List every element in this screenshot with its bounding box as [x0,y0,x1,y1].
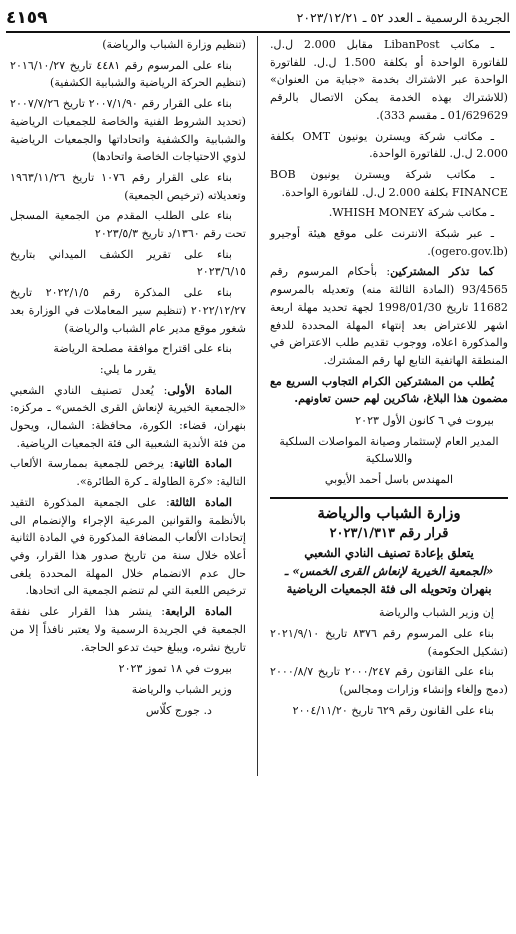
decree-title-line3: بنهران وتحويله الى فئة الجمعيات الرياضية [286,582,492,597]
article-2-text: : يرخص للجمعية بممارسة الألعاب التالية: «كرة الطاولة ـ كرة الطائرة». [10,457,246,489]
article-3 [10,494,246,600]
payment-item-whish: ـ مكاتب شركة WHISH MONEY. [328,206,494,220]
basis-item: بناء على اقتراح موافقة مصلحة الرياضة [53,342,232,356]
reminder-lead: كما تذكر المشتركين [390,265,494,279]
article-1-label: المادة الأولى [167,383,232,397]
article-1 [10,382,246,453]
request-paragraph: يُطلب من المشتركين الكرام التجاوب السريع مع مضمون هذا البلاغ، شاكرين لهم حسن تعاونهم. [270,374,508,406]
header-title: الجريدة الرسمية ـ العدد ٥٢ ـ ٢٠٢٣/١٢/٢١ [296,10,510,25]
announcement-date: بيروت في ٦ كانون الأول ٢٠٢٣ [355,414,494,428]
article-4-label: المادة الرابعة [165,605,232,619]
left-column [10,36,246,722]
page-header [6,8,510,30]
article-4-text: : ينشر هذا القرار على نفقة الجمعية في الجريدة الرسمية ولا يعتبر نافذاً إلا من تاريخ نشره، ويبلغ حيث تدعو الحاجة. [10,605,246,654]
decides-heading: يقرر ما يلي: [99,362,157,376]
basis-item: بناء على تقرير الكشف الميداني بتاريخ ٢٠٢٣/٦/١٥ [10,247,246,279]
payment-item-libanpost: ـ مكاتب LibanPost مقابل 2.000 ل.ل. للفاتورة الواحدة أو بكلفة 1.500 ل.ل. للفاتورة الواحدة عبر الاشتراك بخدمة «جباية من العنوان» (للاشتراك بهذه الخدمة يمكن الاتصال بالرقم 01/629629 ـ مقسم 333). [270,38,508,122]
right-column [270,36,508,723]
basis-item: بناء على المرسوم رقم ٨٣٧٦ تاريخ ٢٠٢١/٩/١٠ (تشكيل الحكومة) [270,626,508,658]
payment-item-omt: ـ مكاتب شركة ويسترن يونيون OMT بكلفة 2.000 ل.ل. للفاتورة الواحدة. [270,129,508,161]
reminder-text: : بأحكام المرسوم رقم 93/4565 (المادة الثالثة منه) وتعديله بالمرسوم 11682 تاريخ 1998/01/30 لجهة تحديد مهلة اربعة اشهر للاعتراض بعد إنتهاء المهلة المحددة للدفع والمذكورة اعلاه، ووجوب تقديم طلب الاعتراض في المنطقة الهاتفية التابع لها رقم المشترك. [270,265,508,367]
decree-title-line2: «الجمعية الخيرية لإنعاش القرى الخمس» ـ [284,564,494,579]
ministry-heading: وزارة الشباب والرياضة [270,497,508,523]
minister-intro: إن وزير الشباب والرياضة [378,606,494,620]
decree-signatory-title: وزير الشباب والرياضة [131,682,232,696]
basis-item: بناء على القرار رقم ١٠٧٦ تاريخ ١٩٦٣/١١/٢٦ وتعديلاته (ترخيص الجمعية) [10,170,246,202]
header-rule [6,31,510,33]
decree-title [270,544,508,598]
announcement-signatory-name: المهندس باسل أحمد الأيوبي [324,473,454,487]
basis-item: بناء على الطلب المقدم من الجمعية المسجل تحت رقم ١٣٦٠/د تاريخ ٢٠٢٣/٥/٣ [10,209,246,241]
announcement-signatory-title: المدير العام لإستثمار وصيانة المواصلات السلكية واللاسلكية [279,434,499,466]
decree-title-line1: يتعلق بإعادة تصنيف النادي الشعبي [304,546,474,561]
decree-signatory-name: د. جورج كلّاس [145,703,212,717]
reminder-paragraph [270,263,508,369]
article-4 [10,603,246,656]
article-2 [10,455,246,490]
basis-item: بناء على المذكرة رقم ٢٠٢٢/١/٥ تاريخ ٢٠٢٢/١٢/٢٧ (تنظيم سير المعاملات في الوزارة بعد شغور موقع مدير عام الشباب والرياضة) [10,286,246,335]
basis-item: بناء على القرار رقم ٢٠٠٧/١/٩٠ تاريخ ٢٠٠٧/٧/٢٦ (تحديد الشروط الفنية والخاصة للجمعيات الرياضية والشبابية والكشفية واتحاداتها والجمعيات الرياضية لذوي الاحتياجات الخاصة واتحادها) [10,97,246,164]
page-number: ٤١٥٩ [6,8,48,28]
payment-item-ogero: ـ عبر شبكة الانترنت على موقع هيئة أوجيرو (ogero.gov.lb). [270,227,508,258]
payment-item-bob: ـ مكاتب شركة ويسترن يونيون BOB FINANCE بكلفة 2.000 ل.ل. للفاتورة الواحدة. [270,167,508,199]
basis-item: بناء على القانون رقم ٦٢٩ تاريخ ٢٠٠٤/١١/٢٠ [292,703,494,717]
decree-number: قرار رقم ٢٠٢٣/١/٣١٣ [329,525,449,541]
article-3-label: المادة الثالثة [169,495,232,509]
basis-item: (تنظيم وزارة الشباب والرياضة) [102,38,246,51]
article-3-text: : على الجمعية المذكورة التقيد بالأنظمة والقوانين المرعية الإجراء والإنضمام الى إتحادات الألعاب المضافة المذكورة في المادة الثانية أعلاه خلال سنة من تاريخ صدور هذا القرار، وفي حال عدم الانضمام خلال المهلة المحددة يلغى ترخيص اللعبة التي لم تنضم الجمعية الى اتحادها. [10,495,246,598]
column-divider [257,36,258,776]
article-1-text: : يُعدل تصنيف النادي الشعبي «الجمعية الخيرية لإنعاش القرى الخمس» ـ مركزه: بنهران، قضاء: الكورة، محافظة: الشمال، ويحول من فئة الأندية الشعبية الى فئة الجمعيات الرياضية. [10,383,246,450]
basis-item: بناء على المرسوم رقم ٤٤٨١ تاريخ ٢٠١٦/١٠/٢٧ (تنظيم الحركة الرياضية والشبابية الكشفية) [10,58,246,90]
article-2-label: المادة الثانية [173,457,233,471]
decree-date: بيروت في ١٨ تموز ٢٠٢٣ [118,662,232,676]
basis-item: بناء على القانون رقم ٢٠٠٠/٢٤٧ تاريخ ٢٠٠٠/٨/٧ (دمج وإلغاء وإنشاء وزارات ومجالس) [270,665,508,697]
